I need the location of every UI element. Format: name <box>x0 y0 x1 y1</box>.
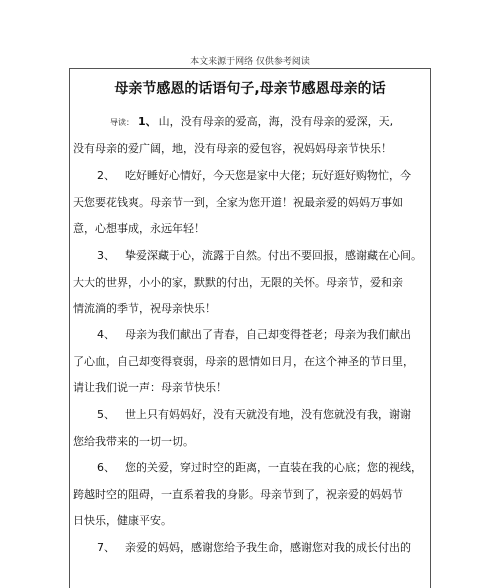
item-3-line-2: 大大的世界，小小的家，默默的付出，无限的关怀。母亲节，爱和亲 <box>73 276 403 289</box>
item-4-line-3: 请让我们说一声：母亲节快乐！ <box>73 381 227 394</box>
item-3-line-3: 情流淌的季节，祝母亲快乐！ <box>73 302 216 315</box>
item-2-line-2: 天您要花钱爽。母亲节一到，全家为您开道！祝最亲爱的妈妈万事如 <box>73 196 403 209</box>
item-7-line-1 <box>73 541 425 555</box>
item-5-line-1 <box>73 408 425 422</box>
document-title: 母亲节感恩的话语句子,母亲节感恩母亲的话 <box>114 81 386 97</box>
source-note: 本文来源于网络 仅供参考阅读 <box>190 57 310 67</box>
item-number: 6、 <box>97 461 115 474</box>
item-number: 4、 <box>97 328 115 341</box>
item-number: 7、 <box>97 541 115 554</box>
item-number: 5、 <box>97 408 115 421</box>
item-text: 母亲为我们献出了青春，自己却变得苍老；母亲为我们献出 <box>125 328 411 341</box>
item-5-line-2: 您给我带来的一切一切。 <box>73 435 194 448</box>
item-3-line-1 <box>73 249 425 263</box>
item-number: 3、 <box>97 249 115 262</box>
item-number: 2、 <box>97 169 115 182</box>
intro-label: 导读： <box>110 118 134 127</box>
item-text: 吃好睡好心情好，今天您是家中大佬；玩好逛好购物忙，今 <box>125 169 411 182</box>
item-6-line-2: 跨越时空的阻碍，一直系着我的身影。母亲节到了，祝亲爱的妈妈节 <box>73 488 403 501</box>
item-text: 挚爱深藏于心，流露于自然。付出不要回报，感谢藏在心间。 <box>125 249 422 262</box>
item-text: 亲爱的妈妈，感谢您给予我生命，感谢您对我的成长付出的 <box>125 541 411 554</box>
item-text: 山，没有母亲的爱高，海，没有母亲的爱深，天, <box>158 115 394 128</box>
item-1-line-2: 没有母亲的爱广阔，地，没有母亲的爱包容，祝妈妈母亲节快乐！ <box>73 142 392 155</box>
item-text: 世上只有妈妈好，没有天就没有地，没有您就没有我，谢谢 <box>125 408 411 421</box>
item-4-line-2: 了心血，自己却变得衰弱，母亲的恩情如日月，在这个神圣的节日里， <box>73 355 414 368</box>
item-text: 您的关爱，穿过时空的距离，一直装在我的心底；您的视线， <box>125 461 422 474</box>
item-6-line-3: 日快乐，健康平安。 <box>73 514 172 527</box>
item-number: 1、 <box>138 115 157 128</box>
item-2-line-1 <box>73 169 425 183</box>
item-6-line-1 <box>73 461 425 475</box>
item-1-line-1 <box>73 115 425 130</box>
item-4-line-1 <box>73 328 425 342</box>
item-2-line-3: 意，心想事成，永远年轻！ <box>73 222 205 235</box>
